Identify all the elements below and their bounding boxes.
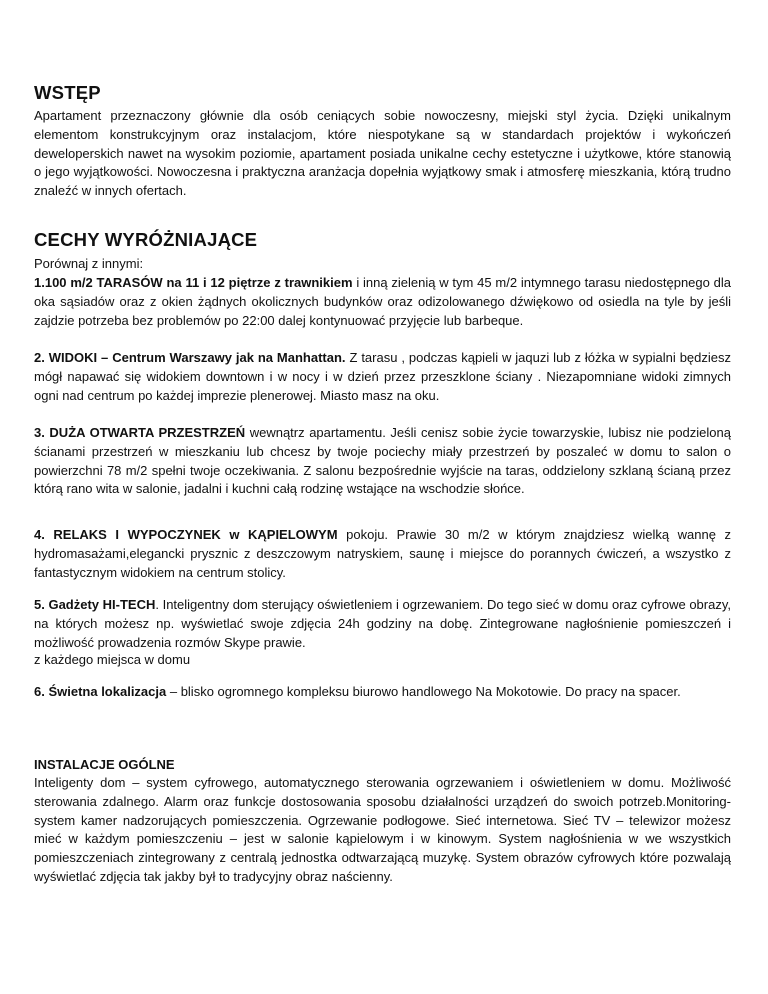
feature-item-5-extra: z każdego miejsca w domu (34, 652, 191, 667)
intro-heading: WSTĘP (34, 82, 101, 103)
installations-paragraph: Inteligenty dom – system cyfrowego, automatycznego sterowania ogrzewaniem i oświetleniem w domu. Możliwość sterowania zdalnego. Alarm oraz funkcje dostosowania sposobu działalności urządzeń do swoich potrzeb.Monitoring- system kamer nadzorujących pomieszczenia. Ogrzewanie podłogowe. Sieć internetowa. Sieć TV – telewizor możesz mieć w każdym pomieszczeniu – jest w salonie kąpielowym i w kinowym. System nagłośnienia w we wszystkich pomieszczeniach zintegrowany z centralą jednostka odtwarzającą muzykę. System obrazów cyfrowych które pozwalają wyświetlać zdjęcia tak jakby był to tradycyjny obraz naścienny. (34, 775, 731, 884)
feature-item-1 (34, 274, 731, 330)
features-compare: Porównaj z innymi: (34, 256, 144, 271)
feature-text: . Inteligentny dom sterujący oświetleniem i ogrzewaniem. Do tego sieć w domu oraz cyfrowe obrazy, na których możesz np. wyświetlać swoje zdjęcia 24h godziny na dobę. Zintegrowane nagłośnienie pomieszczeń i możliwość prowadzenia rozmów Skype prawie. (34, 597, 731, 650)
feature-text: Z tarasu , podczas kąpieli w jaquzi lub z łóżka w sypialni będziesz mógł napawać się widokiem downtown i w nocy i w dzień przez przeszklone ściany . Niezapomniane widoki zimnych ogni nad centrum po każdej imprezie plenerowej. Miasto masz na oku. (34, 350, 732, 403)
feature-text: i inną zielenią w tym 45 m/2 intymnego tarasu niedostępnego dla oka sąsiadów oraz z okien żądnych okolicznych budynków oraz odizolowanego dźwiękowo od osiedla na tyle by jeśli zajdzie potrzeba bez problemów po 22:00 dalej kontynuować przyjęcie lub barbeque. (34, 275, 732, 328)
intro-paragraph: Apartament przeznaczony głównie dla osób ceniących sobie nowoczesny, miejski styl życia. Dzięki unikalnym elementom konstrukcyjnym oraz instalacjom, które niespotykane są w standardach projektów i wykończeń deweloperskich nawet na wysokim poziomie, apartament posiada unikalne cechy estetyczne i użytkowe, które stanowią o jego wyjątkowości. Nowoczesna i praktyczna aranżacja dopełnia wyjątkowy smak i atmosferę mieszkania, którą trudno znaleźć w innych ofertach. (34, 108, 731, 199)
feature-title: 3. DUŻA OTWARTA PRZESTRZEŃ (34, 425, 246, 440)
feature-item-6 (34, 683, 731, 702)
feature-title: 2. WIDOKI – Centrum Warszawy jak na Manhattan. (34, 350, 346, 365)
feature-title: 4. RELAKS I WYPOCZYNEK w KĄPIELOWYM (34, 527, 338, 542)
feature-title: 6. Świetna lokalizacja (34, 684, 167, 699)
feature-title: 5. Gadżety HI-TECH (34, 597, 156, 612)
installations-heading: INSTALACJE OGÓLNE (34, 757, 175, 772)
feature-item-5 (34, 596, 731, 652)
feature-text: wewnątrz apartamentu. Jeśli cenisz sobie życie towarzyskie, lubisz nie podzieloną ścianami przestrzeń w mieszkaniu lub chcesz by twoje pociechy miały przestrzeń by poszaleć w domu to salon o powierzchni 78 m/2 spełni twoje oczekiwania. Z salonu bezpośrednie wyjście na taras, oddzielony szklaną ścianą przez którą rano wita w salonie, jadalni i kuchni całą rodzinę wstające na wschodzie słońce. (34, 425, 731, 497)
feature-item-3 (34, 424, 731, 499)
feature-text: – blisko ogromnego kompleksu biurowo handlowego Na Mokotowie. Do pracy na spacer. (166, 684, 681, 699)
feature-text: pokoju. Prawie 30 m/2 w którym znajdziesz wielką wannę z hydromasażami,elegancki prysznic z deszczowym natryskiem, saunę i miejsce do porannych ćwiczeń, a wszystko z fantastycznym widokiem na centrum stolicy. (34, 527, 731, 580)
feature-title: 1.100 m/2 TARASÓW na 11 i 12 piętrze z trawnikiem (34, 275, 353, 290)
feature-item-2 (34, 349, 731, 405)
features-heading: CECHY WYRÓŻNIAJĄCE (34, 229, 258, 250)
feature-item-4 (34, 526, 731, 582)
